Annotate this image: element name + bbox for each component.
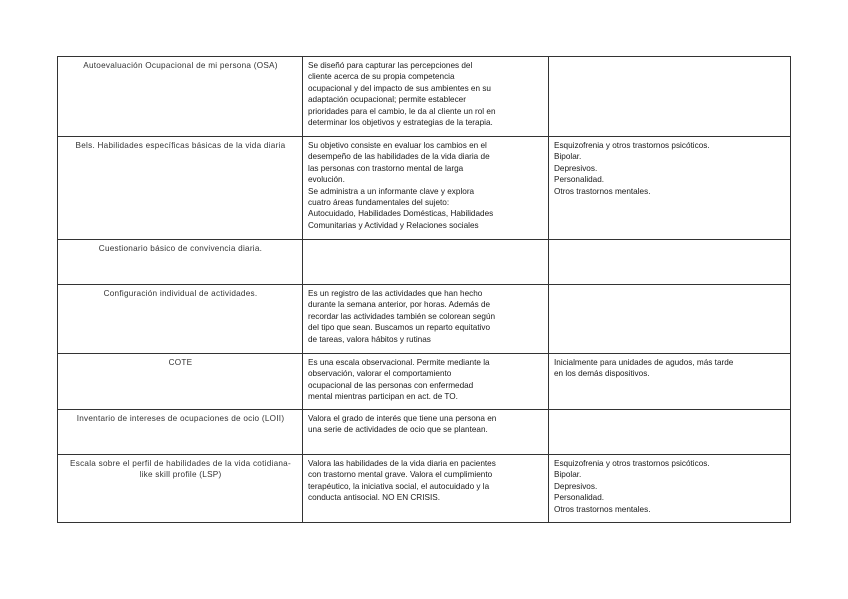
- table-row: [58, 354, 791, 410]
- table-row: [58, 455, 791, 523]
- instrument-applies-to: [549, 240, 791, 285]
- applies-to-line: Depresivos.: [554, 163, 598, 173]
- description-line: Autocuidado, Habilidades Domésticas, Habilidades: [308, 209, 494, 219]
- instrument-name: Cuestionario básico de convivencia diaria.: [58, 240, 303, 285]
- description-line: una serie de actividades de ocio que se plantean.: [308, 425, 488, 435]
- table-row: [58, 240, 791, 285]
- applies-to-line: Personalidad.: [554, 493, 605, 503]
- table-row: [58, 410, 791, 455]
- description-line: Es una escala observacional. Permite mediante la: [308, 358, 490, 367]
- description-line: Comunitarias y Actividad y Relaciones sociales: [308, 220, 479, 230]
- description-line: ocupacional de las personas con enfermedad: [308, 380, 474, 390]
- table-row: [58, 57, 791, 137]
- description-line: cuatro áreas fundamentales del sujeto:: [308, 198, 450, 208]
- description-line: adaptación ocupacional; permite establecer: [308, 95, 466, 105]
- assessment-table: [57, 56, 791, 523]
- description-line: Se diseñó para capturar las percepciones del: [308, 61, 473, 70]
- instrument-name: Inventario de intereses de ocupaciones de ocio (LOII): [58, 410, 303, 455]
- description-line: conducta antisocial. NO EN CRISIS.: [308, 493, 440, 503]
- description-line: las personas con trastorno mental de larga: [308, 163, 464, 173]
- instrument-description: [303, 410, 549, 455]
- description-line: prioridades para el cambio, le da al cliente un rol en: [308, 106, 496, 116]
- description-line: Su objetivo consiste en evaluar los cambios en el: [308, 141, 487, 150]
- instrument-description: [303, 57, 549, 137]
- applies-to-line: Esquizofrenia y otros trastornos psicóticos.: [554, 141, 710, 150]
- instrument-name: Escala sobre el perfil de habilidades de la vida cotidiana- like skill profile (LSP): [58, 455, 303, 523]
- applies-to-line: Inicialmente para unidades de agudos, más tarde: [554, 358, 734, 367]
- description-line: recordar las actividades también se colorean según: [308, 311, 496, 321]
- table-row: [58, 285, 791, 354]
- description-line: desempeño de las habilidades de la vida diaria de: [308, 152, 490, 162]
- instrument-applies-to: [549, 455, 791, 523]
- applies-to-line: Otros trastornos mentales.: [554, 186, 651, 196]
- description-line: evolución.: [308, 175, 345, 185]
- description-line: Se administra a un informante clave y explora: [308, 186, 475, 196]
- description-line: observación, valorar el comportamiento: [308, 369, 452, 379]
- instrument-applies-to: [549, 137, 791, 240]
- applies-to-line: en los demás dispositivos.: [554, 369, 650, 379]
- instrument-applies-to: [549, 354, 791, 410]
- description-line: con trastorno mental grave. Valora el cumplimiento: [308, 470, 493, 480]
- instrument-description: [303, 354, 549, 410]
- description-line: Valora el grado de interés que tiene una persona en: [308, 414, 497, 423]
- description-line: del tipo que sean. Buscamos un reparto equitativo: [308, 323, 491, 333]
- applies-to-line: Depresivos.: [554, 481, 598, 491]
- description-line: ocupacional y del impacto de sus ambientes en su: [308, 83, 491, 93]
- description-line: Es un registro de las actividades que han hecho: [308, 289, 483, 298]
- applies-to-line: Bipolar.: [554, 470, 582, 480]
- instrument-description: [303, 137, 549, 240]
- description-line: determinar los objetivos y estrategias de la terapia.: [308, 118, 493, 128]
- description-line: Valora las habilidades de la vida diaria en pacientes: [308, 459, 496, 468]
- instrument-applies-to: [549, 285, 791, 354]
- description-line: cliente acerca de su propia competencia: [308, 72, 455, 82]
- instrument-name: Bels. Habilidades específicas básicas de la vida diaria: [58, 137, 303, 240]
- instrument-description: [303, 285, 549, 354]
- instrument-applies-to: [549, 410, 791, 455]
- description-line: de tareas, valora hábitos y rutinas: [308, 334, 431, 344]
- instrument-name: Configuración individual de actividades.: [58, 285, 303, 354]
- instrument-description: [303, 455, 549, 523]
- applies-to-line: Bipolar.: [554, 152, 582, 162]
- description-line: mental mientras participan en act. de TO.: [308, 392, 458, 402]
- applies-to-line: Esquizofrenia y otros trastornos psicóticos.: [554, 459, 710, 468]
- table-row: [58, 137, 791, 240]
- instrument-name: Autoevaluación Ocupacional de mi persona (OSA): [58, 57, 303, 137]
- instrument-name: COTE: [58, 354, 303, 410]
- instrument-description: [303, 240, 549, 285]
- description-line: terapéutico, la iniciativa social, el autocuidado y la: [308, 481, 490, 491]
- instrument-applies-to: [549, 57, 791, 137]
- applies-to-line: Otros trastornos mentales.: [554, 504, 651, 514]
- description-line: durante la semana anterior, por horas. Además de: [308, 300, 491, 310]
- applies-to-line: Personalidad.: [554, 175, 605, 185]
